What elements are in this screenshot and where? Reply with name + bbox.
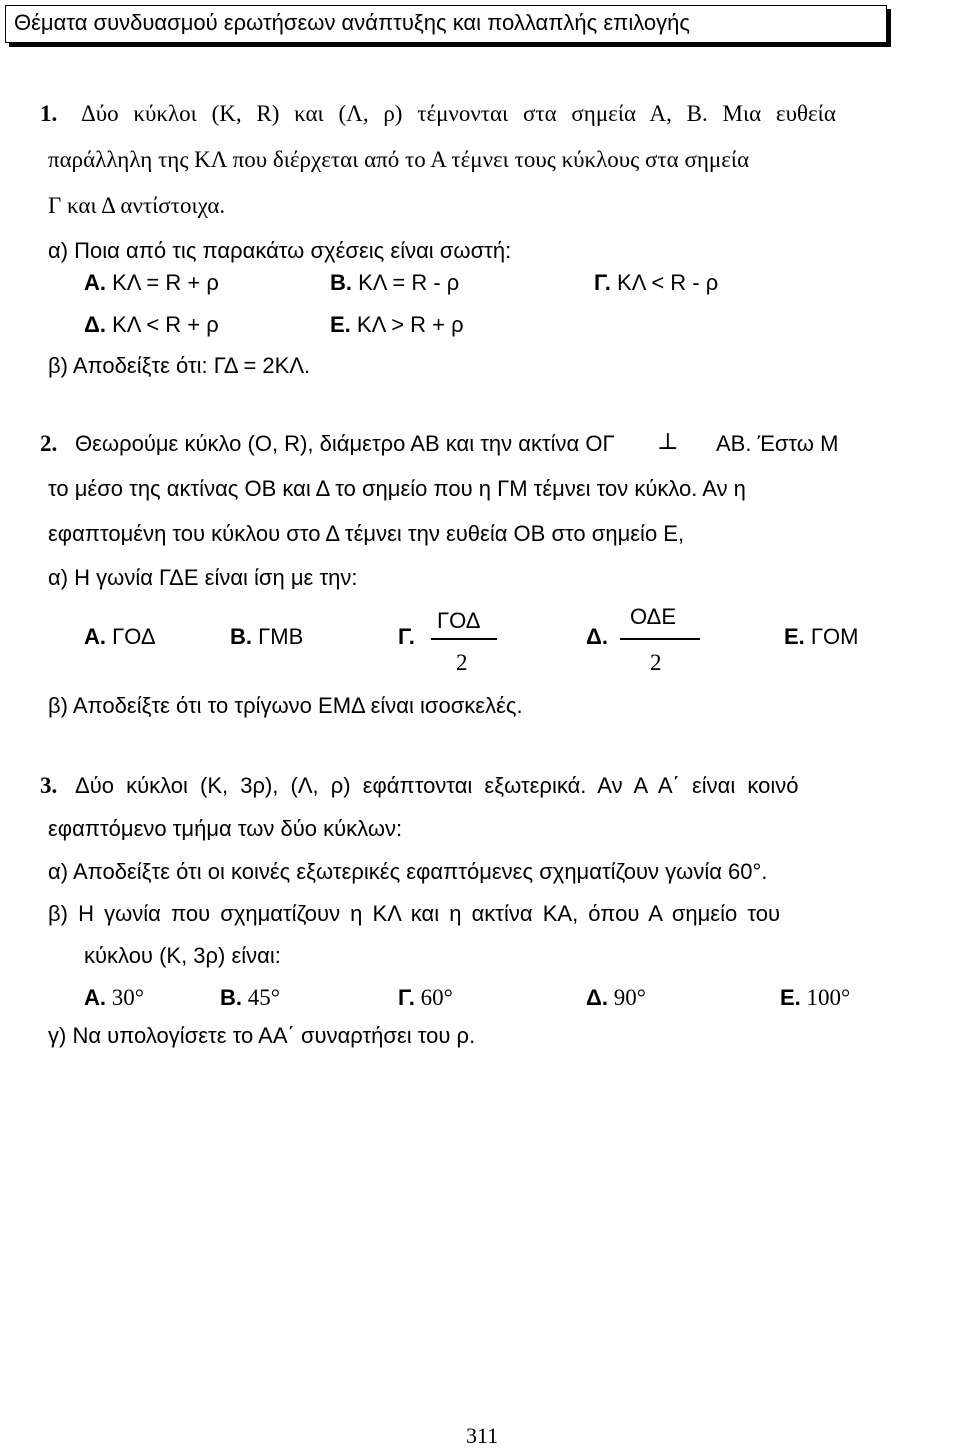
q3-option-a-label: Α. xyxy=(84,985,106,1010)
q1-option-a-text: ΚΛ = R + ρ xyxy=(112,270,219,295)
q3-option-c xyxy=(398,986,453,1009)
q2-option-d-label: Δ. xyxy=(586,624,608,649)
q1-option-b-text: ΚΛ = R - ρ xyxy=(358,270,460,295)
q2-option-a-label: Α. xyxy=(84,624,106,649)
q1-option-c xyxy=(594,272,718,294)
q3-option-b-label: Β. xyxy=(220,985,242,1010)
fraction-bar xyxy=(431,638,497,640)
q2-option-e-text: ΓΟΜ xyxy=(810,624,859,649)
q2-option-c-numerator: ΓΟΔ xyxy=(437,608,481,633)
q3-option-e-text: 100° xyxy=(806,985,851,1010)
q2-option-b-label: Β. xyxy=(230,624,252,649)
q3-option-d-label: Δ. xyxy=(586,985,608,1010)
q2-line1-end: ΑΒ. Έστω Μ xyxy=(716,431,839,456)
perpendicular-symbol: ⊥ xyxy=(657,429,679,454)
q2-part-a: α) Η γωνία ΓΔΕ είναι ίση με την: xyxy=(48,565,358,590)
q3-part-c: γ) Να υπολογίσετε το ΑΑ΄ συναρτήσει του ρ. xyxy=(48,1023,476,1048)
q1-option-c-text: ΚΛ < R - ρ xyxy=(617,270,719,295)
q1-option-e-text: ΚΛ > R + ρ xyxy=(356,312,464,337)
q2-option-a xyxy=(84,626,156,648)
q2-option-c-label: Γ. xyxy=(398,624,415,649)
q1-option-b-label: Β. xyxy=(330,270,352,295)
q3-number: 3. xyxy=(40,773,58,798)
q2-option-c-denominator: 2 xyxy=(456,650,468,675)
q1-option-c-label: Γ. xyxy=(594,270,611,295)
q1-line1: Δύο κύκλοι (Κ, R) και (Λ, ρ) τέμνονται στα σημεία Α, Β. Μια ευθεία xyxy=(81,101,836,126)
q2-line3: εφαπτομένη του κύκλου στο Δ τέμνει την ευθεία ΟΒ στο σημείο Ε, xyxy=(48,521,685,546)
q1-option-d-label: Δ. xyxy=(84,312,106,337)
q2-option-b-text: ΓΜΒ xyxy=(258,624,304,649)
q2-option-d-numerator: ΟΔΕ xyxy=(630,604,677,629)
q2-option-e-label: Ε. xyxy=(784,624,805,649)
q3-option-b-text: 45° xyxy=(247,985,280,1010)
fraction-bar xyxy=(620,638,700,640)
q1-part-b: β) Αποδείξτε ότι: ΓΔ = 2ΚΛ. xyxy=(48,353,311,378)
q1-line2: παράλληλη της ΚΛ που διέρχεται από το Α τέμνει τους κύκλους στα σημεία xyxy=(48,147,750,172)
page-number: 311 xyxy=(466,1423,499,1448)
q3-option-e xyxy=(780,986,850,1009)
q2-line2: το μέσο της ακτίνας ΟΒ και Δ το σημείο που η ΓΜ τέμνει τον κύκλο. Αν η xyxy=(48,476,746,501)
q3-option-a xyxy=(84,986,144,1009)
q1-option-b xyxy=(330,272,459,294)
q3-option-e-label: Ε. xyxy=(780,985,801,1010)
q3-line1: Δύο κύκλοι (Κ, 3ρ), (Λ, ρ) εφάπτονται εξωτερικά. Αν Α Α΄ είναι κοινό xyxy=(75,773,799,798)
q1-option-a-label: Α. xyxy=(84,270,106,295)
q1-option-d xyxy=(84,314,219,336)
q3-option-b xyxy=(220,986,280,1009)
q1-number: 1. xyxy=(40,101,58,126)
q2-line1: Θεωρούμε κύκλο (Ο, R), διάμετρο ΑΒ και την ακτίνα ΟΓ xyxy=(75,431,615,456)
q2-option-d-denominator: 2 xyxy=(650,650,662,675)
q3-part-b-line1: β) Η γωνία που σχηματίζουν η ΚΛ και η ακτίνα ΚΑ, όπου Α σημείο του xyxy=(48,901,780,926)
q3-option-c-label: Γ. xyxy=(398,985,415,1010)
q3-option-c-text: 60° xyxy=(420,985,453,1010)
q2-option-e xyxy=(784,626,858,648)
q1-option-e xyxy=(330,314,464,336)
section-title-box xyxy=(5,5,887,43)
q2-number: 2. xyxy=(40,431,58,456)
q1-line3: Γ και Δ αντίστοιχα. xyxy=(48,193,226,218)
q1-option-a xyxy=(84,272,219,294)
q3-option-d-text: 90° xyxy=(613,985,646,1010)
q3-part-a: α) Αποδείξτε ότι οι κοινές εξωτερικές εφαπτόμενες σχηματίζουν γωνία 60°. xyxy=(48,859,768,884)
q3-option-d xyxy=(586,986,646,1009)
q1-option-e-label: Ε. xyxy=(330,312,351,337)
q3-option-a-text: 30° xyxy=(111,985,144,1010)
q2-option-b xyxy=(230,626,303,648)
q1-part-a: α) Ποια από τις παρακάτω σχέσεις είναι σωστή: xyxy=(48,238,512,263)
q2-part-b: β) Αποδείξτε ότι το τρίγωνο ΕΜΔ είναι ισοσκελές. xyxy=(48,693,523,718)
q3-part-b-line2: κύκλου (Κ, 3ρ) είναι: xyxy=(84,943,281,968)
section-title: Θέματα συνδυασμού ερωτήσεων ανάπτυξης και πολλαπλής επιλογής xyxy=(14,10,690,35)
q3-line2: εφαπτόμενο τμήμα των δύο κύκλων: xyxy=(48,816,403,841)
q1-option-d-text: ΚΛ < R + ρ xyxy=(112,312,219,337)
q2-option-a-text: ΓΟΔ xyxy=(112,624,156,649)
